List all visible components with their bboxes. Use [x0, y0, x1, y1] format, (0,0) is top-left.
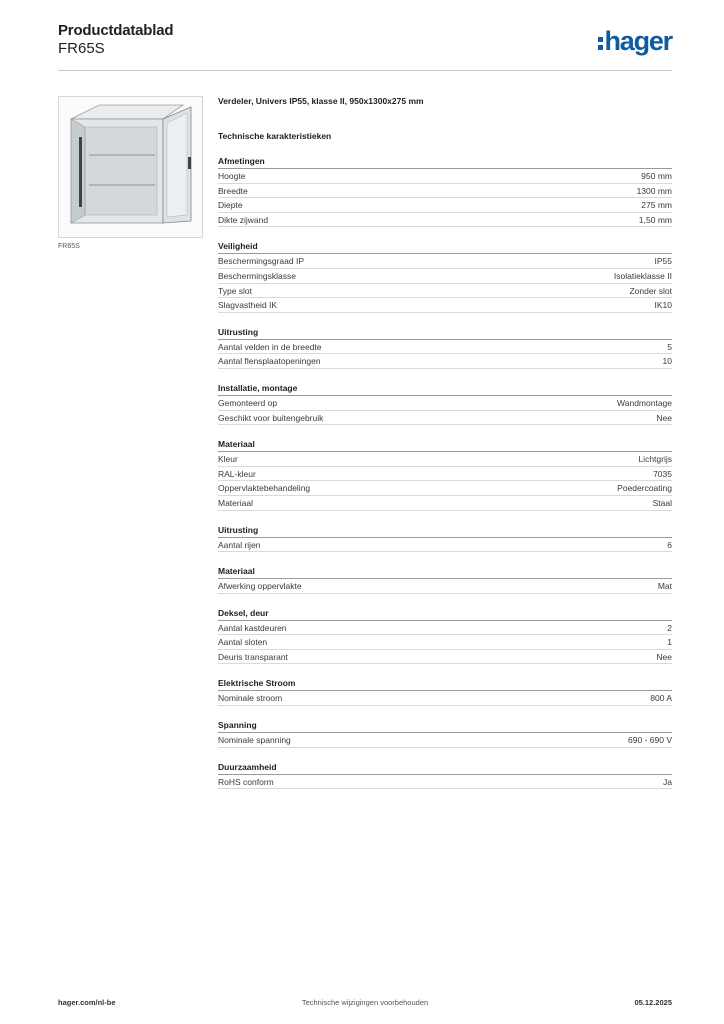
technical-characteristics-heading: Technische karakteristieken — [218, 131, 332, 141]
spec-label: Hoogte — [218, 171, 246, 181]
cabinet-illustration — [59, 97, 202, 237]
spec-value: 950 mm — [641, 171, 672, 181]
spec-label: RAL-kleur — [218, 468, 256, 479]
product-image — [58, 96, 203, 238]
section-title: Spanning — [218, 719, 672, 733]
spec-row — [218, 198, 672, 213]
spec-value: 6 — [667, 539, 672, 550]
spec-value: 1300 mm — [636, 185, 672, 196]
spec-value: IP55 — [654, 256, 672, 267]
spec-label: Nominale spanning — [218, 735, 291, 746]
spec-label: Aantal rijen — [218, 539, 261, 550]
spec-label: Breedte — [218, 185, 248, 196]
spec-value: Mat — [657, 581, 672, 592]
hager-logo — [598, 28, 672, 54]
section-title: Installatie, montage — [218, 382, 672, 396]
spec-label: Materiaal — [218, 497, 253, 508]
spec-section — [218, 761, 672, 790]
spec-row — [218, 184, 672, 199]
spec-value: 10 — [662, 356, 672, 367]
spec-label: Type slot — [218, 285, 253, 296]
spec-row — [218, 635, 672, 650]
spec-label: Afwerking oppervlakte — [218, 581, 302, 592]
spec-label: Geschikt voor buitengebruik — [218, 412, 324, 423]
spec-section — [218, 677, 672, 706]
spec-label: Kleur — [218, 454, 238, 465]
datasheet-content — [218, 94, 672, 789]
spec-row — [218, 269, 672, 284]
spec-section — [218, 607, 672, 665]
spec-label: Gemonteerd op — [218, 397, 278, 408]
document-title: Productdatablad — [58, 22, 174, 39]
logo-text: hager — [604, 26, 672, 56]
spec-value: Nee — [656, 412, 672, 423]
section-title: Materiaal — [218, 438, 672, 452]
spec-label: Dikte zijwand — [218, 214, 269, 225]
spec-value: Ja — [663, 776, 672, 787]
spec-section — [218, 155, 672, 227]
section-title: Uitrusting — [218, 524, 672, 538]
spec-row — [218, 298, 672, 313]
spec-value: 275 mm — [641, 200, 672, 211]
spec-value: 800 A — [650, 693, 672, 704]
spec-label: Beschermingsgraad IP — [218, 256, 304, 267]
spec-section — [218, 719, 672, 748]
spec-value: 2 — [667, 622, 672, 633]
section-title: Veiligheid — [218, 240, 672, 254]
spec-row — [218, 254, 672, 269]
spec-label: Aantal kastdeuren — [218, 622, 287, 633]
spec-row — [218, 284, 672, 299]
spec-label: Deuris transparant — [218, 651, 288, 662]
spec-label: Aantal sloten — [218, 637, 268, 648]
section-title: Uitrusting — [218, 326, 672, 340]
spec-row — [218, 411, 672, 426]
product-description: Verdeler, Univers IP55, klasse II, 950x1300x275 mm — [218, 96, 424, 106]
spec-row — [218, 340, 672, 355]
spec-row — [218, 354, 672, 369]
spec-row — [218, 481, 672, 496]
spec-row — [218, 579, 672, 594]
spec-label: Diepte — [218, 200, 243, 211]
footer-website[interactable]: hager.com/nl-be — [58, 998, 116, 1007]
spec-row — [218, 452, 672, 467]
spec-row — [218, 691, 672, 706]
page-header — [58, 22, 672, 71]
spec-value: 7035 — [653, 468, 672, 479]
spec-value: 1,50 mm — [638, 214, 672, 225]
spec-value: Wandmontage — [617, 397, 672, 408]
section-title: Duurzaamheid — [218, 761, 672, 775]
spec-value: 5 — [667, 341, 672, 352]
section-title: Materiaal — [218, 565, 672, 579]
spec-section — [218, 382, 672, 425]
spec-value: 690 - 690 V — [628, 735, 672, 746]
section-title: Afmetingen — [218, 155, 672, 169]
product-reference: FR65S — [58, 40, 105, 57]
spec-row — [218, 467, 672, 482]
logo-dots-icon — [598, 37, 603, 50]
spec-row — [218, 775, 672, 790]
spec-label: Beschermingsklasse — [218, 270, 296, 281]
spec-value: Poedercoating — [617, 483, 672, 494]
spec-value: Zonder slot — [629, 285, 672, 296]
spec-sections — [218, 155, 672, 789]
spec-value: 1 — [667, 637, 672, 648]
spec-row — [218, 496, 672, 511]
spec-label: Aantal flensplaatopeningen — [218, 356, 321, 367]
footer-disclaimer: Technische wijzigingen voorbehouden — [301, 998, 429, 1007]
image-caption: FR65S — [58, 243, 80, 250]
spec-section — [218, 524, 672, 553]
spec-row — [218, 733, 672, 748]
spec-label: Aantal velden in de breedte — [218, 341, 322, 352]
spec-section — [218, 565, 672, 594]
spec-label: Oppervlaktebehandeling — [218, 483, 311, 494]
spec-row — [218, 169, 672, 184]
spec-value: Lichtgrijs — [638, 454, 672, 465]
spec-label: Slagvastheid IK — [218, 300, 278, 311]
spec-value: Staal — [652, 497, 672, 508]
spec-section — [218, 240, 672, 312]
spec-row — [218, 396, 672, 411]
footer-date: 05.12.2025 — [634, 998, 672, 1007]
spec-value: Isolatieklasse II — [613, 270, 672, 281]
spec-section — [218, 438, 672, 510]
section-title: Deksel, deur — [218, 607, 672, 621]
spec-row — [218, 538, 672, 553]
section-title: Elektrische Stroom — [218, 677, 672, 691]
spec-label: RoHS conform — [218, 776, 274, 787]
spec-row — [218, 621, 672, 636]
spec-section — [218, 326, 672, 369]
spec-row — [218, 213, 672, 228]
spec-value: IK10 — [654, 300, 672, 311]
spec-label: Nominale stroom — [218, 693, 283, 704]
spec-row — [218, 650, 672, 665]
spec-value: Nee — [656, 651, 672, 662]
